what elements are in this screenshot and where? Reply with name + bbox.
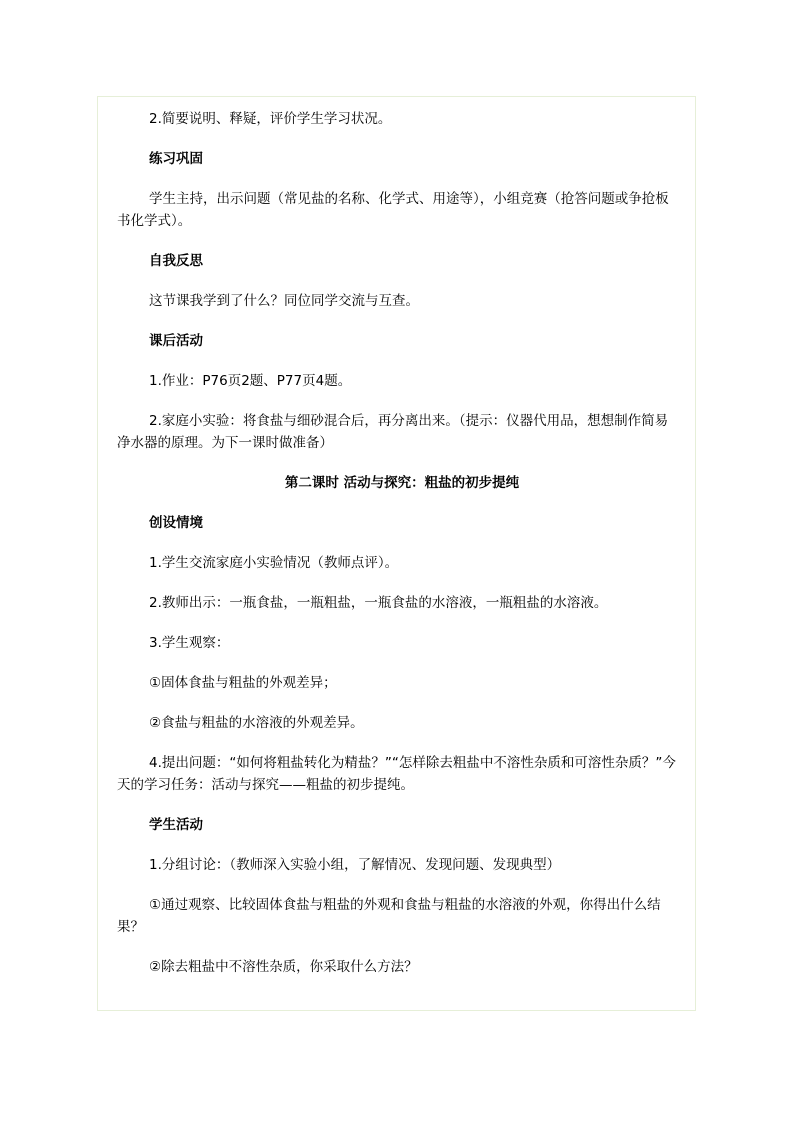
paragraph: 2.家庭小实验：将食盐与细砂混合后，再分离出来。（提示：仪器代用品，想想制作简易净水器的原理。为下一课时做准备）: [117, 413, 669, 451]
section-heading: 自我反思: [149, 253, 203, 269]
section-heading: 创设情境: [149, 515, 203, 531]
paragraph: 这节课我学到了什么？同位同学交流与互查。: [149, 293, 419, 309]
document-body: [117, 108, 677, 996]
section-heading: 练习巩固: [149, 151, 203, 167]
section-heading: 课后活动: [149, 333, 203, 349]
paragraph: ②除去粗盐中不溶性杂质，你采取什么方法？: [149, 959, 418, 975]
paragraph: 学生主持，出示问题（常见盐的名称、化学式、用途等），小组竞赛（抢答问题或争抢板书化学式）。: [117, 191, 669, 229]
paragraph: ①固体食盐与粗盐的外观差异；: [149, 675, 337, 691]
section-heading: 学生活动: [149, 817, 203, 833]
paragraph: 1.分组讨论：（教师深入实验小组，了解情况、发现问题、发现典型）: [149, 857, 561, 873]
paragraph: 4.提出问题：“如何将粗盐转化为精盐？”“怎样除去粗盐中不溶性杂质和可溶性杂质？”今天的学习任务：活动与探究——粗盐的初步提纯。: [117, 755, 676, 793]
paragraph: 1.作业：P76页2题、P77页4题。: [149, 373, 352, 389]
paragraph: ①通过观察、比较固体食盐与粗盐的外观和食盐与粗盐的水溶液的外观，你得出什么结果？: [117, 897, 661, 935]
lesson-title: 第二课时 活动与探究：粗盐的初步提纯: [284, 475, 520, 491]
paragraph: ②食盐与粗盐的水溶液的外观差异。: [149, 715, 364, 731]
paragraph: 1.学生交流家庭小实验情况（教师点评）。: [149, 555, 399, 571]
paragraph: 2.简要说明、释疑，评价学生学习状况。: [149, 111, 392, 127]
paragraph: 2.教师出示：一瓶食盐，一瓶粗盐，一瓶食盐的水溶液，一瓶粗盐的水溶液。: [149, 595, 608, 611]
paragraph: 3.学生观察：: [149, 635, 230, 651]
